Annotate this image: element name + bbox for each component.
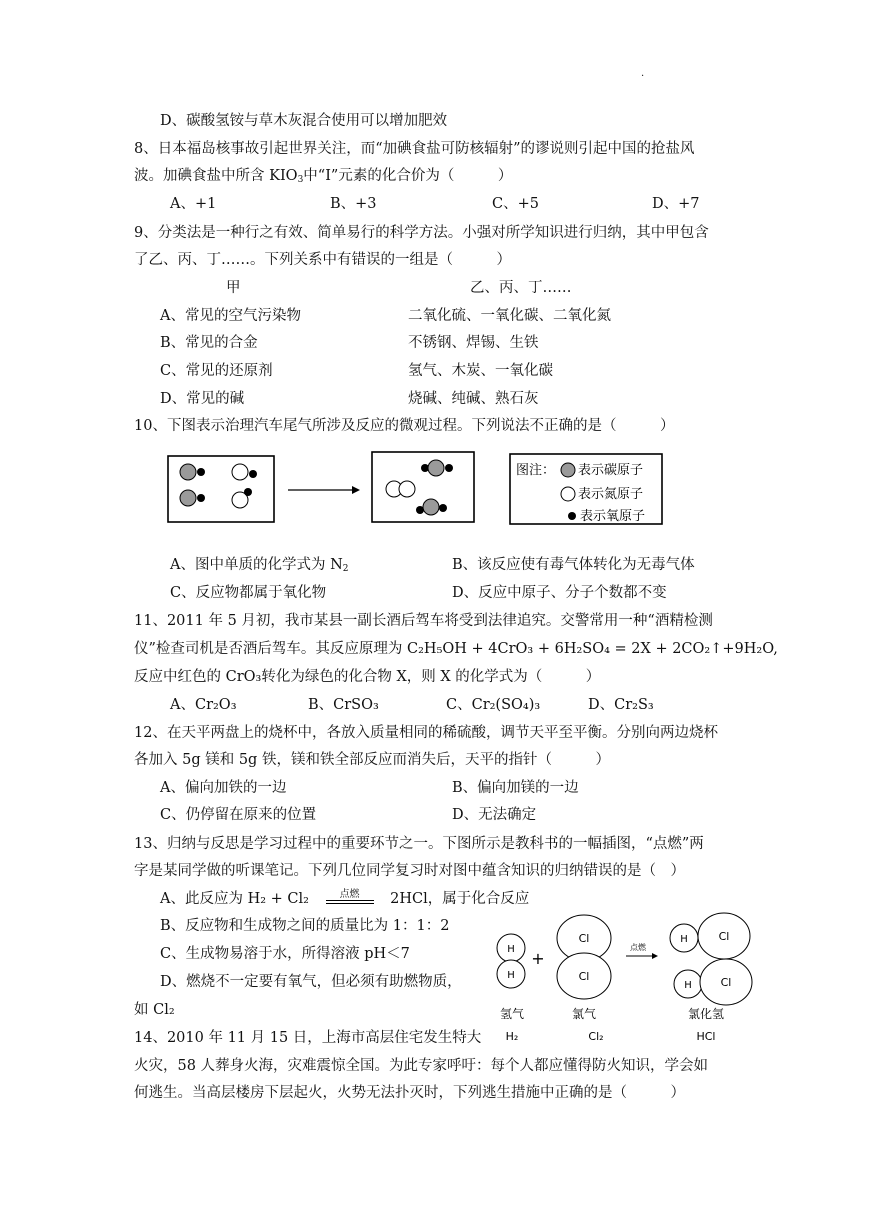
nitrogen-atom <box>399 481 415 497</box>
q9-row-b-left: B、常见的合金 <box>160 335 258 351</box>
carbon-atom <box>423 499 439 515</box>
q9-row-c-left: C、常见的还原剂 <box>160 363 273 379</box>
q10-option-a: A、图中单质的化学式为 $N_2$ <box>170 557 349 574</box>
carbon-atom <box>180 490 196 506</box>
q11-option-d: D、Cr₂S₃ <box>588 697 654 713</box>
q10-line1: 10、下图表示治理汽车尾气所涉及反应的微观过程。下列说法不正确的是（ ） <box>134 418 675 434</box>
q13-option-d-cont: 如 Cl₂ <box>134 1002 175 1018</box>
q12-line1: 12、在天平两盘上的烧杯中，各放入质量相同的稀硫酸，调节天平至平衡。分别向两边烧杯 <box>134 725 718 741</box>
q8-option-c: C、+5 <box>492 196 539 212</box>
q14-line3: 何逃生。当高层楼房下层起火，火势无法扑灭时，下列逃生措施中正确的是（ ） <box>134 1085 685 1101</box>
label-chlorine: 氯气 <box>571 1007 597 1021</box>
q7-option-d: D、碳酸氢铵与草木灰混合使用可以增加肥效 <box>160 113 448 129</box>
q13-line2: 字是某同学做的听课笔记。下列几位同学复习时对图中蕴含知识的归纳错误的是（ ） <box>134 863 685 879</box>
q10-reaction-diagram <box>160 448 680 538</box>
q13-hcl-diagram <box>484 910 774 1045</box>
condition-ignite: 点燃 <box>324 889 376 909</box>
formula-h2: H₂ <box>505 1030 519 1043</box>
svg-text:Cl: Cl <box>578 932 590 945</box>
legend-nitrogen-label: 表示氮原子 <box>578 487 644 502</box>
oxygen-atom <box>244 488 252 496</box>
nitrogen-atom <box>232 464 248 480</box>
q12-option-c: C、仍停留在原来的位置 <box>160 807 317 823</box>
q9-line2: 了乙、丙、丁……。下列关系中有错误的一组是（ ） <box>134 252 511 268</box>
legend-carbon-icon <box>561 463 575 477</box>
q10-option-c: C、反应物都属于氧化物 <box>170 585 327 601</box>
label-hydrogen: 氢气 <box>499 1007 525 1021</box>
plus-sign: + <box>531 949 545 968</box>
q9-line1: 9、分类法是一种行之有效、简单易行的科学方法。小强对所学知识进行归纳，其中甲包含 <box>134 225 709 241</box>
formula-cl2: Cl₂ <box>588 1030 604 1043</box>
q10-option-d: D、反应中原子、分子个数都不变 <box>452 585 667 601</box>
q10-option-b: B、该反应使有毒气体转化为无毒气体 <box>452 557 695 573</box>
q11-line3: 反应中红色的 CrO₃转化为绿色的化合物 X，则 X 的化学式为（ ） <box>134 669 601 685</box>
q13-option-d: D、燃烧不一定要有氧气，但必须有助燃物质， <box>160 974 462 990</box>
label-hcl: 氯化氢 <box>687 1007 725 1021</box>
q11-line1: 11、2011 年 5 月初，我市某县一副长酒后驾车将受到法律追究。交警常用一种“酒精检测 <box>134 613 713 629</box>
svg-text:H: H <box>684 980 692 991</box>
svg-text:H: H <box>507 944 515 955</box>
q12-option-d: D、无法确定 <box>452 807 537 823</box>
q9-row-b-right: 不锈钢、焊锡、生铁 <box>408 335 539 351</box>
q14-line1: 14、2010 年 11 月 15 日，上海市高层住宅发生特大 <box>134 1030 482 1046</box>
formula-hcl: HCl <box>696 1030 716 1043</box>
oxygen-atom <box>445 464 453 472</box>
header-dot: . <box>641 68 645 79</box>
svg-text:Cl: Cl <box>578 970 590 983</box>
legend-oxygen-label: 表示氧原子 <box>580 509 646 524</box>
svg-text:Cl: Cl <box>720 976 732 989</box>
q11-option-a: A、Cr₂O₃ <box>170 697 237 713</box>
q9-head-rest: 乙、丙、丁…… <box>470 280 572 296</box>
q9-row-d-right: 烧碱、纯碱、熟石灰 <box>408 391 539 407</box>
legend-title: 图注： <box>516 463 556 478</box>
q13-option-c: C、生成物易溶于水，所得溶液 pH＜7 <box>160 946 410 962</box>
q9-head-jia: 甲 <box>226 280 241 296</box>
carbon-atom <box>428 460 444 476</box>
q14-line2: 火灾，58 人葬身火海，灾难震惊全国。为此专家呼吁：每个人都应懂得防火知识，学会如 <box>134 1058 709 1074</box>
svg-text:H: H <box>507 970 515 981</box>
arrow-condition: 点燃 <box>630 943 646 952</box>
legend-oxygen-icon <box>568 512 576 520</box>
q12-line2: 各加入 5g 镁和 5g 铁，镁和铁全部反应而消失后，天平的指针（ ） <box>134 752 610 768</box>
q11-option-b: B、CrSO₃ <box>308 697 379 713</box>
q13-option-a: A、此反应为 H₂ + Cl₂ 点燃 2HCl，属于化合反应 <box>160 889 530 907</box>
legend-nitrogen-icon <box>561 487 575 501</box>
q11-option-c: C、Cr₂(SO₄)₃ <box>446 697 541 713</box>
svg-text:Cl: Cl <box>718 930 730 943</box>
q8-option-b: B、+3 <box>330 196 377 212</box>
q12-option-a: A、偏向加铁的一边 <box>160 780 287 796</box>
q13-line1: 13、归纳与反思是学习过程中的重要环节之一。下图所示是教科书的一幅插图，“点燃”两 <box>134 836 704 852</box>
oxygen-atom <box>249 470 257 478</box>
q9-row-c-right: 氢气、木炭、一氧化碳 <box>408 363 553 379</box>
oxygen-atom <box>439 504 447 512</box>
q8-line1: 8、日本福岛核事故引起世界关注，而“加碘食盐可防核辐射”的谬说则引起中国的抢盐风 <box>134 141 695 157</box>
carbon-atom <box>180 464 196 480</box>
arrow-head <box>652 953 658 959</box>
q8-option-d: D、+7 <box>652 196 700 212</box>
q11-line2: 仪”检查司机是否酒后驾车。其反应原理为 C₂H₅OH + 4CrO₃ + 6H₂SO₄ = 2X + 2CO₂↑+9H₂O, <box>134 641 778 657</box>
q8-line2: 波。加碘食盐中所含 $KIO_3$中“I”元素的化合价为（ ） <box>134 168 513 185</box>
q9-row-d-left: D、常见的碱 <box>160 391 245 407</box>
q9-row-a-left: A、常见的空气污染物 <box>160 308 301 324</box>
legend-carbon-label: 表示碳原子 <box>578 463 644 478</box>
arrow-head <box>352 486 360 494</box>
q12-option-b: B、偏向加镁的一边 <box>452 780 579 796</box>
svg-text:H: H <box>680 934 688 945</box>
q9-row-a-right: 二氧化硫、一氧化碳、二氧化氮 <box>408 308 611 324</box>
q8-option-a: A、+1 <box>170 196 217 212</box>
oxygen-atom <box>197 494 205 502</box>
q13-option-b: B、反应物和生成物之间的质量比为 1：1：2 <box>160 918 450 934</box>
oxygen-atom <box>197 468 205 476</box>
